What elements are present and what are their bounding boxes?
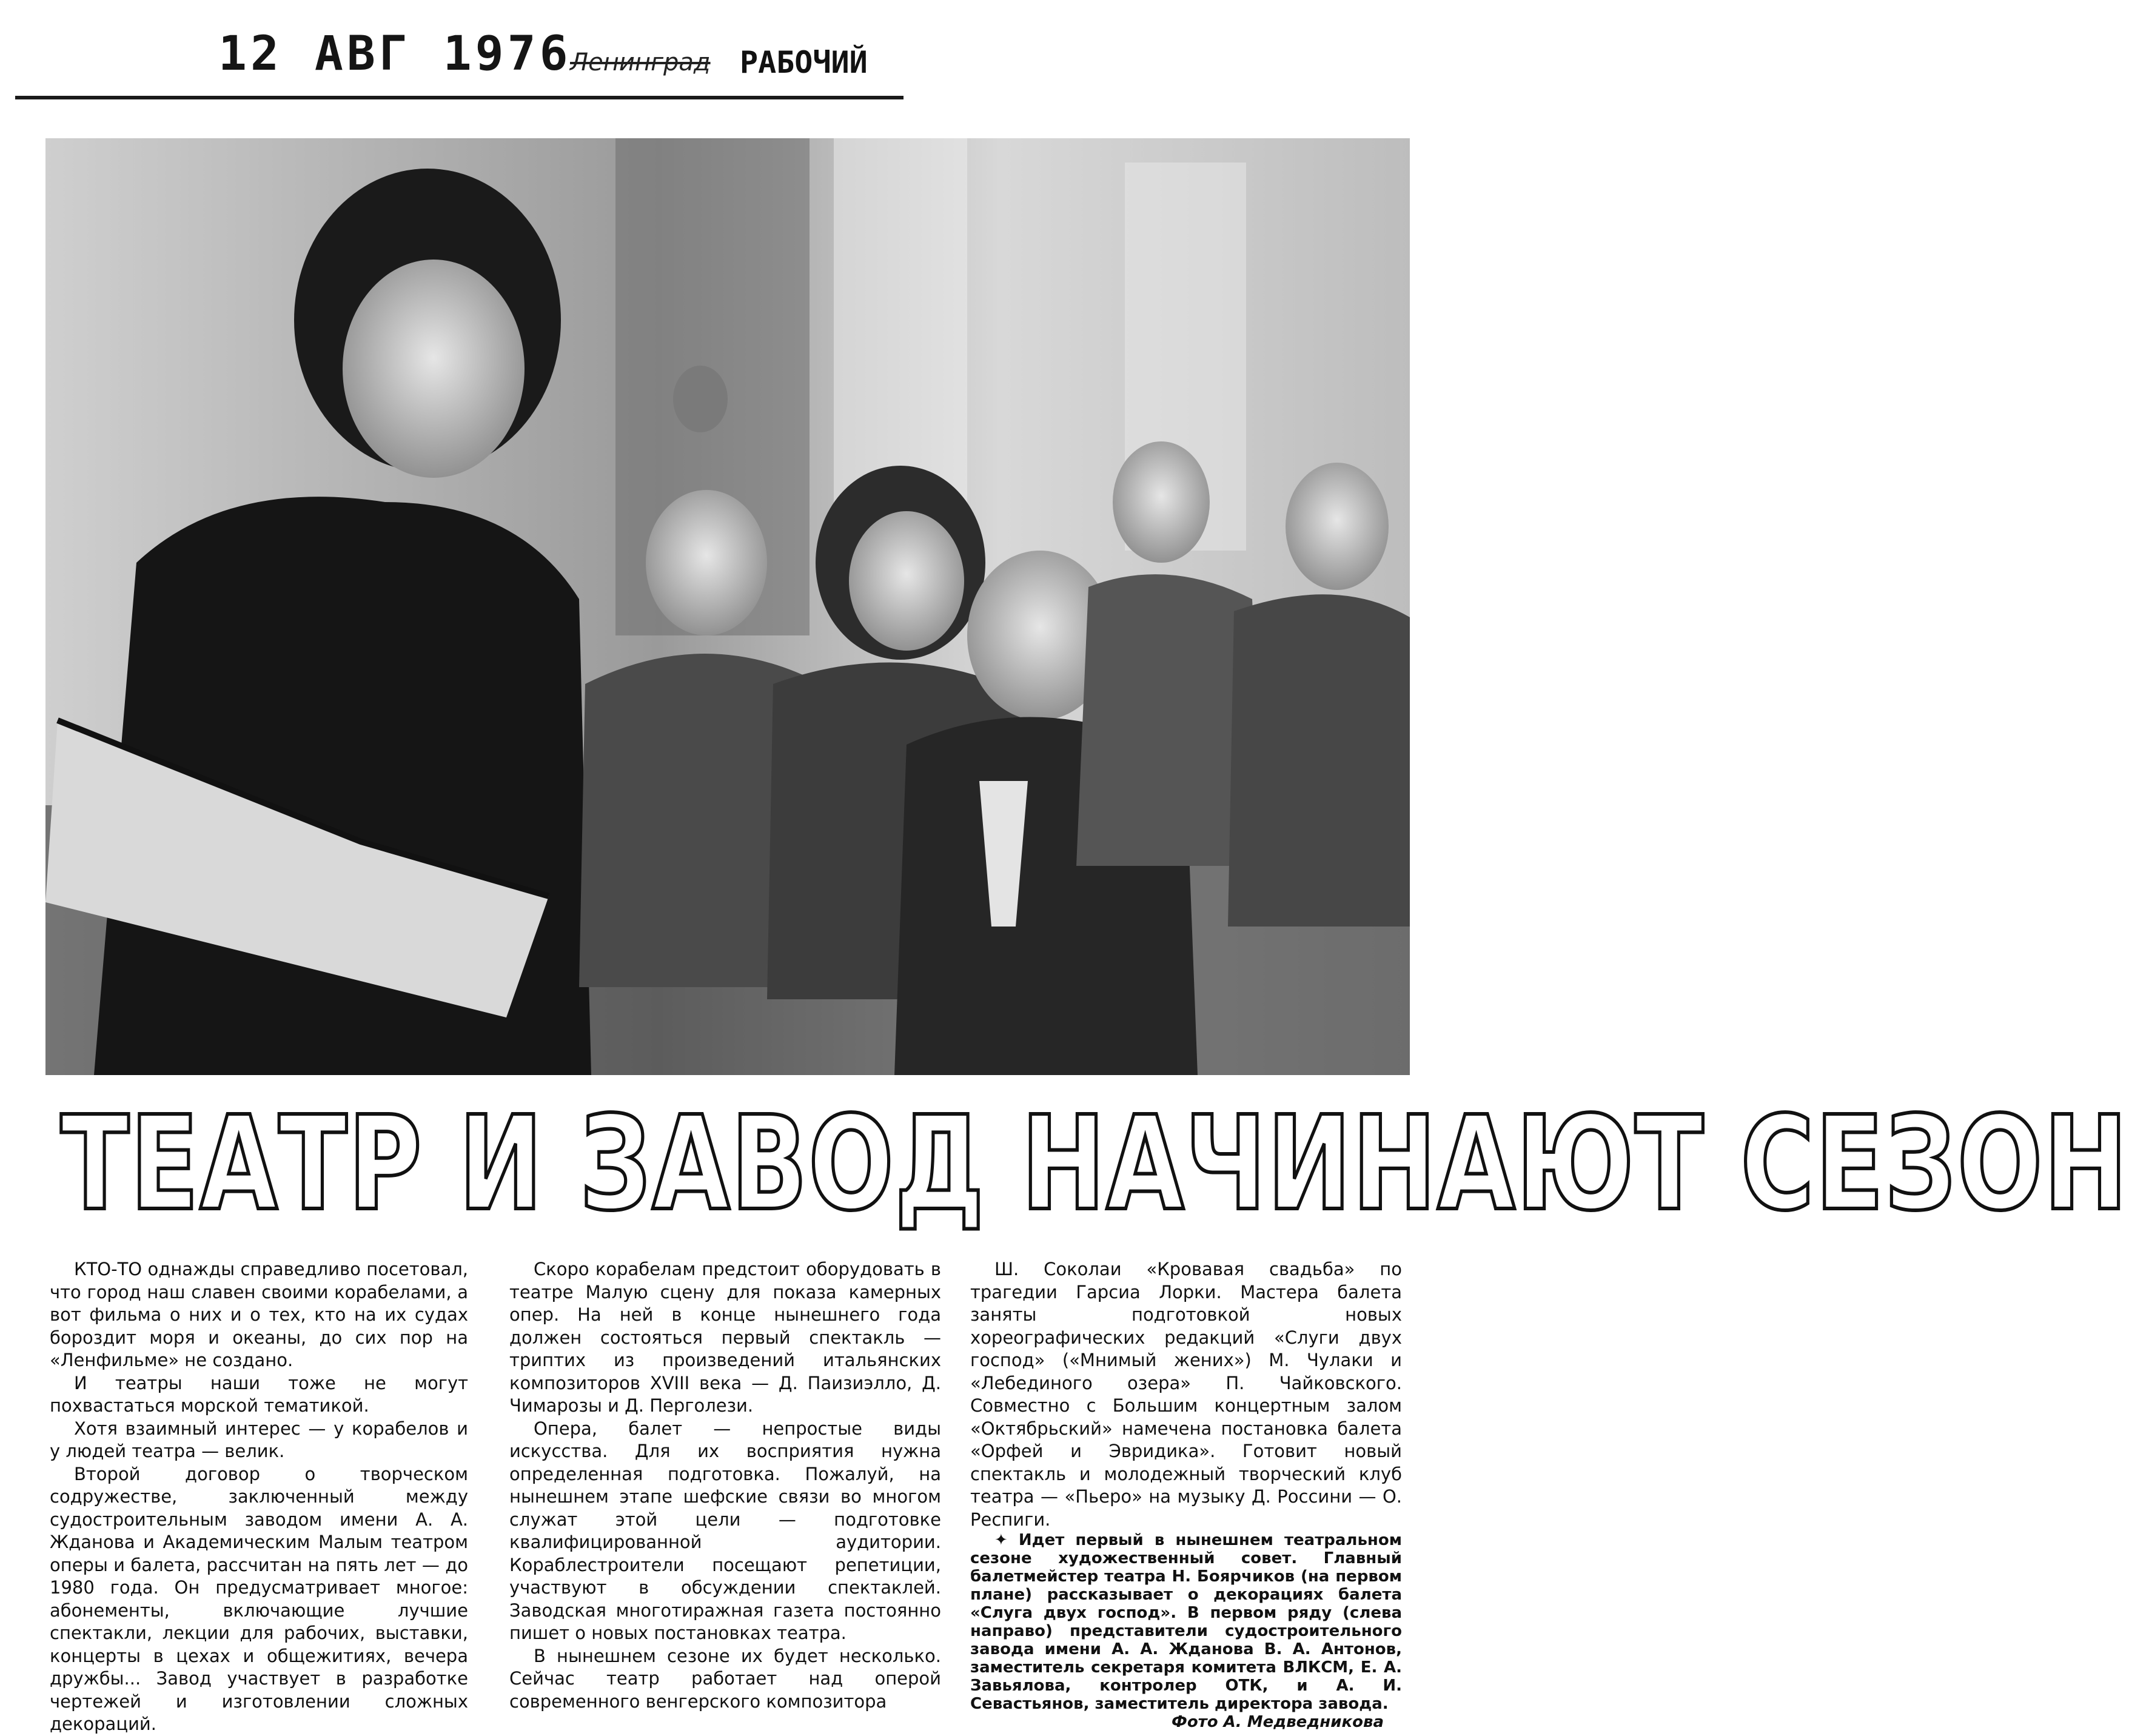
article-paragraph: В нынешнем сезоне их будет несколько. Сейчас театр работает над оперой современного венгерского композитора — [509, 1645, 941, 1712]
article-paragraph: И театры наши тоже не могут похвастаться морской тематикой. — [50, 1372, 468, 1416]
photo-credit: Фото А. Медведникова — [1172, 1713, 1384, 1731]
article-column-2 — [509, 1258, 941, 1713]
article-paragraph: КТО-ТО однажды справедливо посетовал, что город наш славен своими корабелами, а вот фильма о них и о тех, кто на их судах бороздит моря и океаны, до сих пор на «Ленфильме» не создано. — [50, 1259, 468, 1370]
article-paragraph: Ш. Соколаи «Кровавая свадьба» по трагедии Гарсиа Лорки. Мастера балета заняты подготовкой новых хореографических редакций «Слуги двух господ» («Мнимый жених») М. Чулаки и «Лебединого озера» П. Чайковского. Совместно с Большим концертным залом «Октябрьский» намечена постановка балета «Орфей и Эвридика». Готовит новый спектакль и молодежный творческий клуб театра — «Пьеро» на музыку Д. Россини — О. Респиги. — [970, 1259, 1402, 1530]
photo-caption — [970, 1531, 1402, 1731]
clipping-header — [12, 12, 910, 103]
newspaper-city: Ленинград — [570, 49, 711, 76]
newspaper-name: РАБОЧИЙ — [740, 45, 868, 80]
article-paragraph: Второй договор о творческом содружестве, заключенный между судостроительным заводом имени А. А. Жданова и Академическим Малым театром оперы и балета, рассчитан на пять лет — до 1980 года. Он предусматривает многое: абонементы, включающие лучшие спектакли, лекции для рабочих, выставки, концерты в цехах и общежитиях, вечера дружбы... Завод участвует в разработке чертежей и изготовлении сложных декораций. — [50, 1463, 468, 1734]
header-rule — [15, 96, 904, 99]
photo-illustration — [45, 138, 1410, 1075]
headline-container — [61, 1088, 2129, 1239]
news-photo — [45, 138, 1410, 1075]
article-paragraph: Опера, балет — непростые виды искусства. Для их восприятия нужна определенная подготовка. Пожалуй, на нынешнем этапе шефские связи во многом служат этой цели — подготовке квалифицированной аудитории. Кораблестроители посещают репетиции, участвуют в обсуждении спектаклей. Заводская многотиражная газета постоянно пишет о новых постановках театра. — [509, 1418, 941, 1643]
article-paragraph: Скоро корабелам предстоит оборудовать в театре Малую сцену для показа камерных опер. На ней в конце нынешнего года должен состояться первый спектакль — триптих из произведений итальянских композиторов XVIII века — Д. Паизиэлло, Д. Чимарозы и Д. Перголези. — [509, 1259, 941, 1416]
article-column-1 — [50, 1258, 468, 1736]
headline: ТЕАТР И ЗАВОД НАЧИНАЮТ СЕЗОН — [61, 1088, 2129, 1239]
article-column-3 — [970, 1258, 1402, 1731]
photo-caption-text: ✦ Идет первый в нынешнем театральном сезоне художественный совет. Главный балетмейстер театра Н. Боярчиков (на первом плане) рассказывает о декорациях балета «Слуга двух господ». В первом ряду (слева направо) представители судостроительного завода имени А. А. Жданова В. А. Антонов, заместитель секретаря комитета ВЛКСМ, Е. А. Завьялова, контролер ОТК, и А. И. Севастьянов, заместитель директора завода. — [970, 1531, 1402, 1713]
date-stamp: 12 АВГ 1976 — [218, 27, 572, 81]
article-paragraph: Хотя взаимный интерес — у корабелов и у людей театра — велик. — [50, 1418, 468, 1461]
